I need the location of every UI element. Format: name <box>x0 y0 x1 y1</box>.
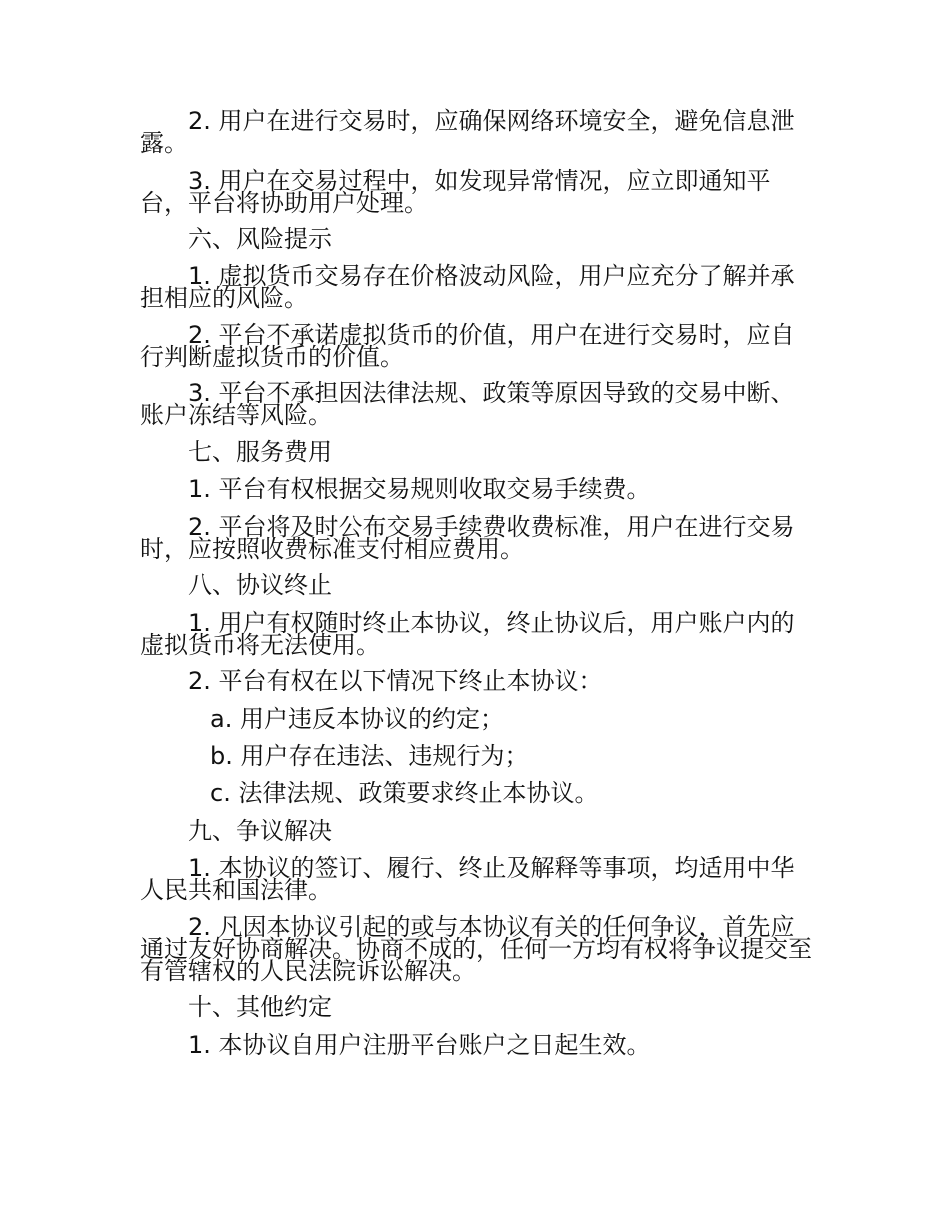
list-item: b. 用户存在违法、违规行为； <box>210 742 529 770</box>
paragraph: 2. 用户在进行交易时，应确保网络环境安全，避免信息泄露。 <box>140 107 795 157</box>
paragraph: 3. 平台不承担因法律法规、政策等原因导致的交易中断、账户冻结等风险。 <box>140 379 795 429</box>
list-item: c. 法律法规、政策要求终止本协议。 <box>210 779 599 807</box>
paragraph: 1. 平台有权根据交易规则收取交易手续费。 <box>188 475 651 503</box>
paragraph: 1. 本协议自用户注册平台账户之日起生效。 <box>188 1031 651 1059</box>
section-heading: 八、协议终止 <box>188 571 332 599</box>
paragraph: 1. 用户有权随时终止本协议，终止协议后，用户账户内的虚拟货币将无法使用。 <box>140 609 795 659</box>
paragraph: 2. 平台将及时公布交易手续费收费标准，用户在进行交易时，应按照收费标准支付相应费用。 <box>140 513 795 563</box>
section-heading: 七、服务费用 <box>188 438 332 466</box>
paragraph: 2. 平台有权在以下情况下终止本协议： <box>188 667 603 695</box>
paragraph: 1. 虚拟货币交易存在价格波动风险，用户应充分了解并承担相应的风险。 <box>140 262 795 312</box>
list-item: a. 用户违反本协议的约定； <box>210 705 504 733</box>
paragraph: 1. 本协议的签订、履行、终止及解释等事项，均适用中华人民共和国法律。 <box>140 854 795 904</box>
section-heading: 六、风险提示 <box>188 225 332 253</box>
paragraph: 3. 用户在交易过程中，如发现异常情况，应立即通知平台，平台将协助用户处理。 <box>140 167 771 217</box>
section-heading: 十、其他约定 <box>188 993 332 1021</box>
paragraph: 2. 凡因本协议引起的或与本协议有关的任何争议，首先应通过友好协商解决。协商不成的，任何一方均有权将争议提交至有管辖权的人民法院诉讼解决。 <box>140 913 812 985</box>
paragraph: 2. 平台不承诺虚拟货币的价值，用户在进行交易时，应自行判断虚拟货币的价值。 <box>140 321 795 371</box>
section-heading: 九、争议解决 <box>188 817 332 845</box>
